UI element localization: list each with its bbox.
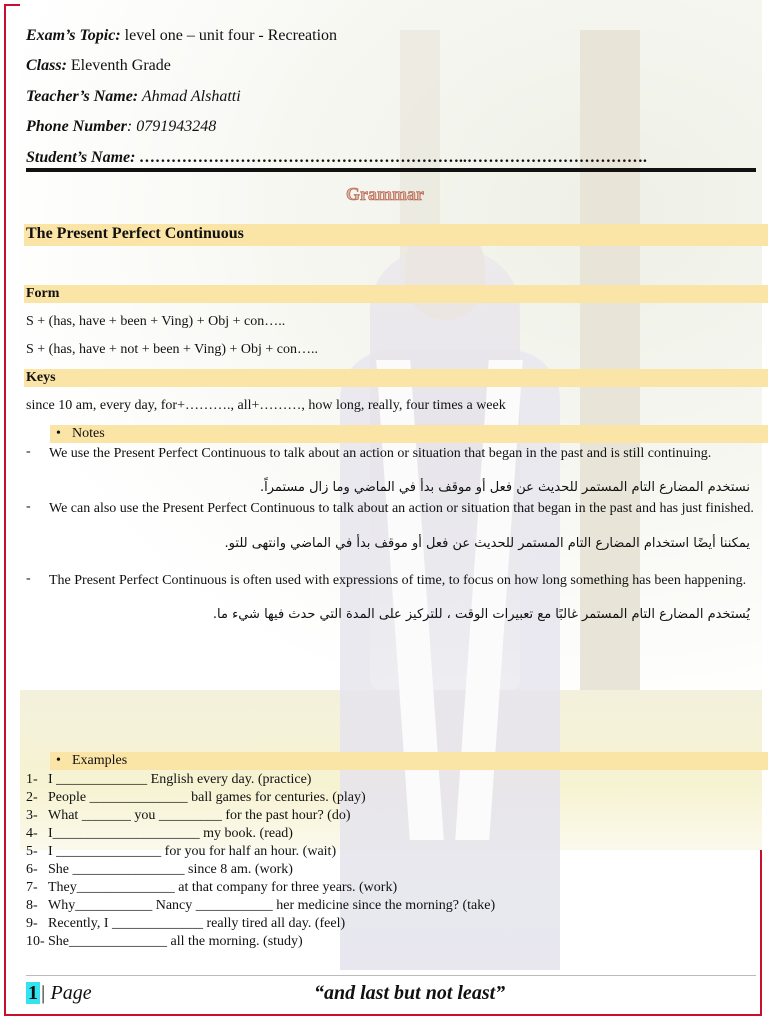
topic-title: The Present Perfect Continuous <box>26 225 244 242</box>
student-line <box>26 148 647 168</box>
example-item: 3- What _______ you _________ for the past hour? (do) <box>26 808 351 823</box>
notes-heading-line <box>56 426 105 442</box>
example-item: 6- She ________________ since 8 am. (work) <box>26 862 293 877</box>
page-label: | Page <box>40 982 92 1004</box>
form-heading: Form <box>26 286 60 301</box>
header-divider <box>26 168 756 172</box>
note-2-en: We can also use the Present Perfect Continuous to talk about an action or situation that began in the past and has just finished. <box>49 501 754 516</box>
example-item: 9- Recently, I _____________ really tired all day. (feel) <box>26 916 346 931</box>
form-line-1: S + (has, have + been + Ving) + Obj + con….. <box>26 314 286 329</box>
bullet-icon: • <box>56 753 61 768</box>
footer-divider <box>26 975 756 976</box>
dash-icon: - <box>26 499 31 514</box>
examples-band <box>50 752 768 770</box>
form-line-2: S + (has, have + not + been + Ving) + Obj + con….. <box>26 342 319 357</box>
notes-band <box>50 425 768 443</box>
examples-heading: Examples <box>72 753 128 768</box>
examples-heading-line <box>56 753 127 769</box>
note-3-ar: يُستخدم المضارع التام المستمر غالبًا مع تعبيرات الوقت ، للتركيز على المدة التي حدث فيها شيء ما. <box>212 607 750 622</box>
note-2-ar: يمكننا أيضًا استخدام المضارع التام المستمر للحديث عن فعل أو موقف بدأ في الماضي وانتهى للتو. <box>224 536 750 551</box>
bullet-icon: • <box>56 426 61 441</box>
example-item: 4- I_____________________ my book. (read) <box>26 826 293 841</box>
dash-icon: - <box>26 571 31 586</box>
page-number: 1 <box>28 982 38 1004</box>
phone-line <box>26 117 216 137</box>
dash-icon: - <box>26 444 31 459</box>
note-3-en: The Present Perfect Continuous is often used with expressions of time, to focus on how long something has been happening. <box>49 573 747 588</box>
teacher-value: Ahmad Alshatti <box>138 88 241 105</box>
section-title: Grammar <box>346 184 424 204</box>
example-item: 1- I _____________ English every day. (practice) <box>26 772 312 787</box>
student-value: ……………………………………………………..……………………………. <box>135 149 648 166</box>
phone-label: Phone Number <box>26 118 127 135</box>
teacher-line <box>26 87 241 107</box>
teacher-label: Teacher’s Name: <box>26 88 139 105</box>
example-item: 5- I _______________ for you for half an hour. (wait) <box>26 844 337 859</box>
exam-topic-value: level one – unit four - Recreation <box>120 27 338 44</box>
note-1-ar: نستخدم المضارع التام المستمر للحديث عن فعل أو موقف بدأ في الماضي وما زال مستمراً. <box>260 480 750 495</box>
phone-value: : 0791943248 <box>126 118 217 135</box>
footer-quote: “and last but not least” <box>314 982 506 1004</box>
note-1-en: We use the Present Perfect Continuous to talk about an action or situation that began in the past and is still continuing. <box>49 446 712 461</box>
keys-band <box>24 369 768 387</box>
class-label: Class: <box>26 57 67 74</box>
example-item: 10- She______________ all the morning. (study) <box>26 934 303 949</box>
notes-heading: Notes <box>72 426 105 441</box>
example-item: 2- People ______________ ball games for centuries. (play) <box>26 790 366 805</box>
form-band <box>24 285 768 303</box>
example-item: 8- Why___________ Nancy ___________ her medicine since the morning? (take) <box>26 898 496 913</box>
class-line <box>26 56 171 76</box>
exam-topic-line <box>26 26 337 46</box>
keys-text: since 10 am, every day, for+………., all+………, how long, really, four times a week <box>26 398 506 413</box>
student-label: Student’s Name: <box>26 149 136 166</box>
class-value: Eleventh Grade <box>66 57 171 74</box>
exam-topic-label: Exam’s Topic: <box>26 27 121 44</box>
example-item: 7- They______________ at that company for three years. (work) <box>26 880 398 895</box>
keys-heading: Keys <box>26 370 56 385</box>
